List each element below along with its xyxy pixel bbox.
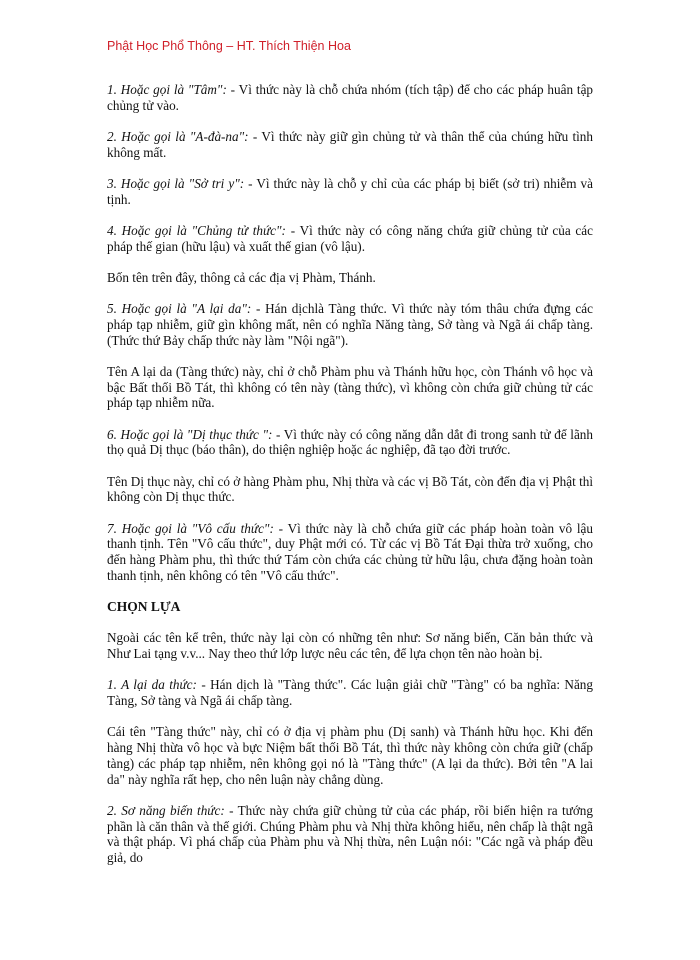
paragraph-text: Cái tên "Tàng thức" này, chỉ có ở địa vị phàm phu (Dị sanh) và Thánh hữu học. Khi đến hàng Nhị thừa vô học và bực Niệm bất thối Bồ Tát, thì thức này không còn chứa giữ (chấp tàng) các pháp tạp nhiễm, nên không gọi nó là "Tàng thức" (A lại da thức). Bởi tên "A lai da" này nghĩa rất hẹp, cho nên luận này chẳng dùng. <box>107 724 593 787</box>
paragraph-label: 2. Hoặc gọi là "A-đà-na": <box>107 129 249 144</box>
paragraph <box>107 176 593 207</box>
paragraph-label: 2. Sơ năng biến thức: <box>107 802 225 818</box>
paragraph <box>107 427 593 458</box>
paragraph <box>107 223 593 254</box>
paragraph-text: Tên A lại da (Tàng thức) này, chỉ ở chỗ Phàm phu và Thánh hữu học, còn Thánh vô học và bậc Bất thối Bồ Tát, thì không có tên này (tàng thức), vì không còn chứa giữ chủng tử các pháp tạp nhiễm nữa. <box>107 364 593 411</box>
paragraph-label: 1. Hoặc gọi là "Tâm": <box>107 82 227 97</box>
paragraph <box>107 474 593 505</box>
paragraph <box>107 270 593 286</box>
paragraph-text: - Thức này chứa giữ chủng tử của các pháp, rồi biến hiện ra tướng phần là căn thân và thế giới. Chúng Phàm phu và Nhị thừa không hiểu, nên chấp là thật ngã và thật pháp. Vì phá chấp của Phàm phu và Nhị thừa, nên Luận nói: "Các ngã và pháp đều giả, do <box>107 802 593 865</box>
paragraph-text: - Vì thức này có công năng chứa giữ chủng tử của các pháp thế gian (hữu lậu) và xuất thế gian (vô lậu). <box>107 223 593 254</box>
paragraph-text: - Vì thức này là chỗ chứa nhóm (tích tập) để cho các pháp huân tập chủng tử vào. <box>107 82 594 113</box>
paragraph-label: 7. Hoặc gọi là "Vô cấu thức": <box>107 520 274 536</box>
paragraph <box>107 129 593 160</box>
paragraph-text: - Vì thức này có công năng dẫn dắt đi trong sanh tử để lãnh thọ quả Dị thục (báo thân), do thiện nghiệp hoặc ác nghiệp, đã tạo đời trước. <box>107 426 593 458</box>
paragraph-text: - Vì thức này là chỗ chứa giữ các pháp hoàn toàn vô lậu thanh tịnh. Tên "Vô cấu thức", duy Phật mới có. Từ các vị Bồ Tát Đại thừa trở xuống, cho đến hàng Phàm phu, thì thức thứ Tám còn chứa các chủng tử hữu lậu, chưa đặng hoàn toàn thanh tịnh, nên không có tên "Vô cấu thức". <box>107 520 593 583</box>
paragraph-text: - Hán dịch là "Tàng thức". Các luận giải chữ "Tàng" có ba nghĩa: Năng Tàng, Sở tàng và Ngã ái chấp tàng. <box>107 677 593 709</box>
paragraph-label: 5. Hoặc gọi là "A lại da": <box>107 301 252 317</box>
paragraph-group-selection <box>107 630 593 865</box>
section-heading: CHỌN LỰA <box>107 599 181 615</box>
paragraph-text: Bốn tên trên đây, thông cả các địa vị Phàm, Thánh. <box>107 270 376 285</box>
paragraph-text: Ngoài các tên kể trên, thức này lại còn có những tên như: Sơ năng biến, Căn bản thức và Như Lai tạng v.v... Nay theo thứ lớp lược nêu các tên, để lựa chọn tên nào hoàn bị. <box>107 630 593 662</box>
paragraph <box>107 521 593 584</box>
paragraph <box>107 82 593 113</box>
paragraph-label: 1. A lại da thức: <box>107 677 197 693</box>
paragraph-label: 6. Hoặc gọi là "Dị thục thức ": <box>107 426 273 442</box>
paragraph <box>107 724 593 787</box>
paragraph <box>107 301 593 348</box>
paragraph <box>107 677 593 708</box>
paragraph-text: Tên Dị thục này, chỉ có ở hàng Phàm phu, Nhị thừa và các vị Bồ Tát, còn đến địa vị Phật thì không còn Dị thục thức. <box>107 473 593 505</box>
paragraph-group-names <box>107 82 593 584</box>
paragraph-text: - Vì thức này giữ gìn chủng tử và thân thể của chúng hữu tình không mất. <box>107 129 593 160</box>
paragraph <box>107 364 593 411</box>
paragraph-text: - Vì thức này là chỗ y chỉ của các pháp bị biết (sở tri) nhiễm và tịnh. <box>107 176 593 207</box>
page-header: Phật Học Phổ Thông – HT. Thích Thiện Hoa <box>107 39 351 53</box>
paragraph-label: 4. Hoặc gọi là "Chủng tử thức": <box>107 223 286 238</box>
paragraph <box>107 803 593 866</box>
document-body <box>107 82 593 881</box>
paragraph <box>107 630 593 661</box>
paragraph-label: 3. Hoặc gọi là "Sở tri y": <box>107 176 245 191</box>
paragraph-text: - Hán dịchlà Tàng thức. Vì thức này tóm thâu chứa đựng các pháp tạp nhiễm, giữ gìn không mất, nên có nghĩa Năng tàng, Sở tàng và Ngã ái chấp tàng. (Thức thứ Bảy chấp thức này làm "Nội ngã"). <box>107 301 593 348</box>
